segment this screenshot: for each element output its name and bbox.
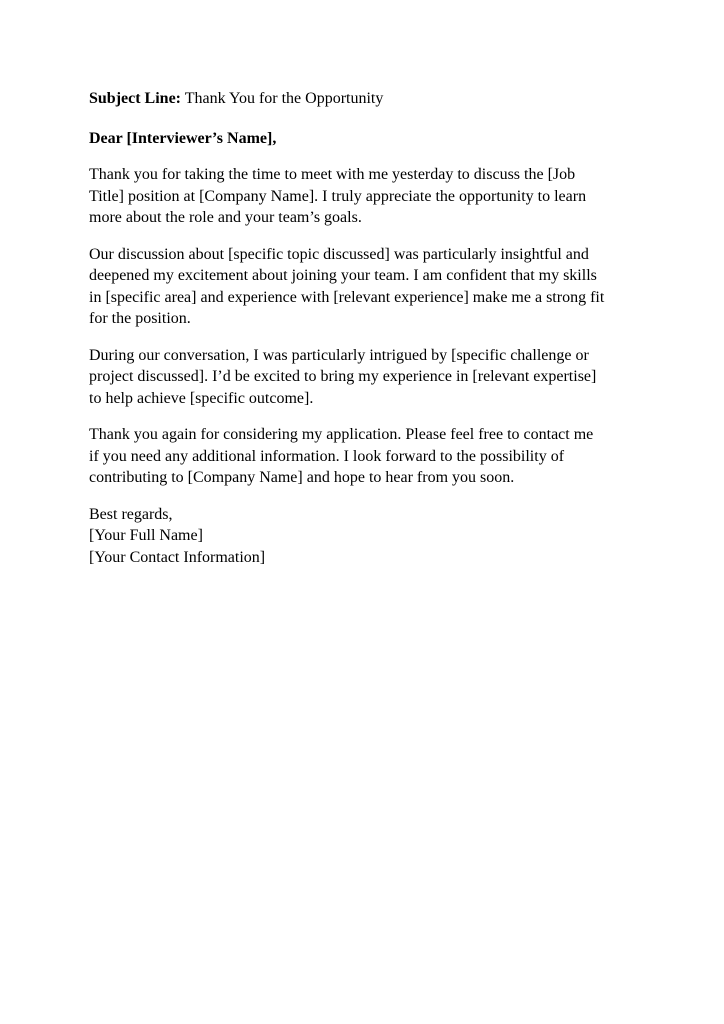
letter-page	[89, 88, 649, 568]
sign-off: Best regards,	[89, 505, 173, 523]
paragraph-line: Our discussion about [specific topic discussed] was particularly insightful and	[89, 245, 589, 263]
signature-block	[89, 504, 649, 569]
body-paragraph-1	[89, 164, 649, 229]
body-paragraph-3	[89, 345, 649, 410]
sender-contact: [Your Contact Information]	[89, 548, 266, 566]
paragraph-line: if you need any additional information. I look forward to the possibility of	[89, 447, 565, 465]
subject-label: Subject Line:	[89, 90, 181, 107]
paragraph-line: Thank you for taking the time to meet with me yesterday to discuss the [Job	[89, 166, 576, 183]
paragraph-line: for the position.	[89, 310, 191, 327]
paragraph-line: in [specific area] and experience with [relevant experience] make me a strong fit	[89, 288, 605, 306]
subject-line	[89, 88, 649, 110]
paragraph-line: During our conversation, I was particularly intrigued by [specific challenge or	[89, 346, 589, 364]
sender-name: [Your Full Name]	[89, 527, 203, 544]
paragraph-line: contributing to [Company Name] and hope to hear from you soon.	[89, 469, 515, 486]
paragraph-line: Title] position at [Company Name]. I truly appreciate the opportunity to learn	[89, 187, 587, 205]
greeting: Dear [Interviewer’s Name],	[89, 129, 277, 147]
paragraph-line: to help achieve [specific outcome].	[89, 389, 314, 407]
subject-text: Thank You for the Opportunity	[181, 90, 384, 107]
paragraph-line: project discussed]. I’d be excited to bring my experience in [relevant expertise]	[89, 368, 597, 385]
body-paragraph-2	[89, 244, 649, 330]
paragraph-line: Thank you again for considering my application. Please feel free to contact me	[89, 426, 594, 443]
paragraph-line: more about the role and your team’s goals.	[89, 209, 362, 226]
paragraph-line: deepened my excitement about joining your team. I am confident that my skills	[89, 267, 597, 284]
body-paragraph-4	[89, 424, 649, 489]
